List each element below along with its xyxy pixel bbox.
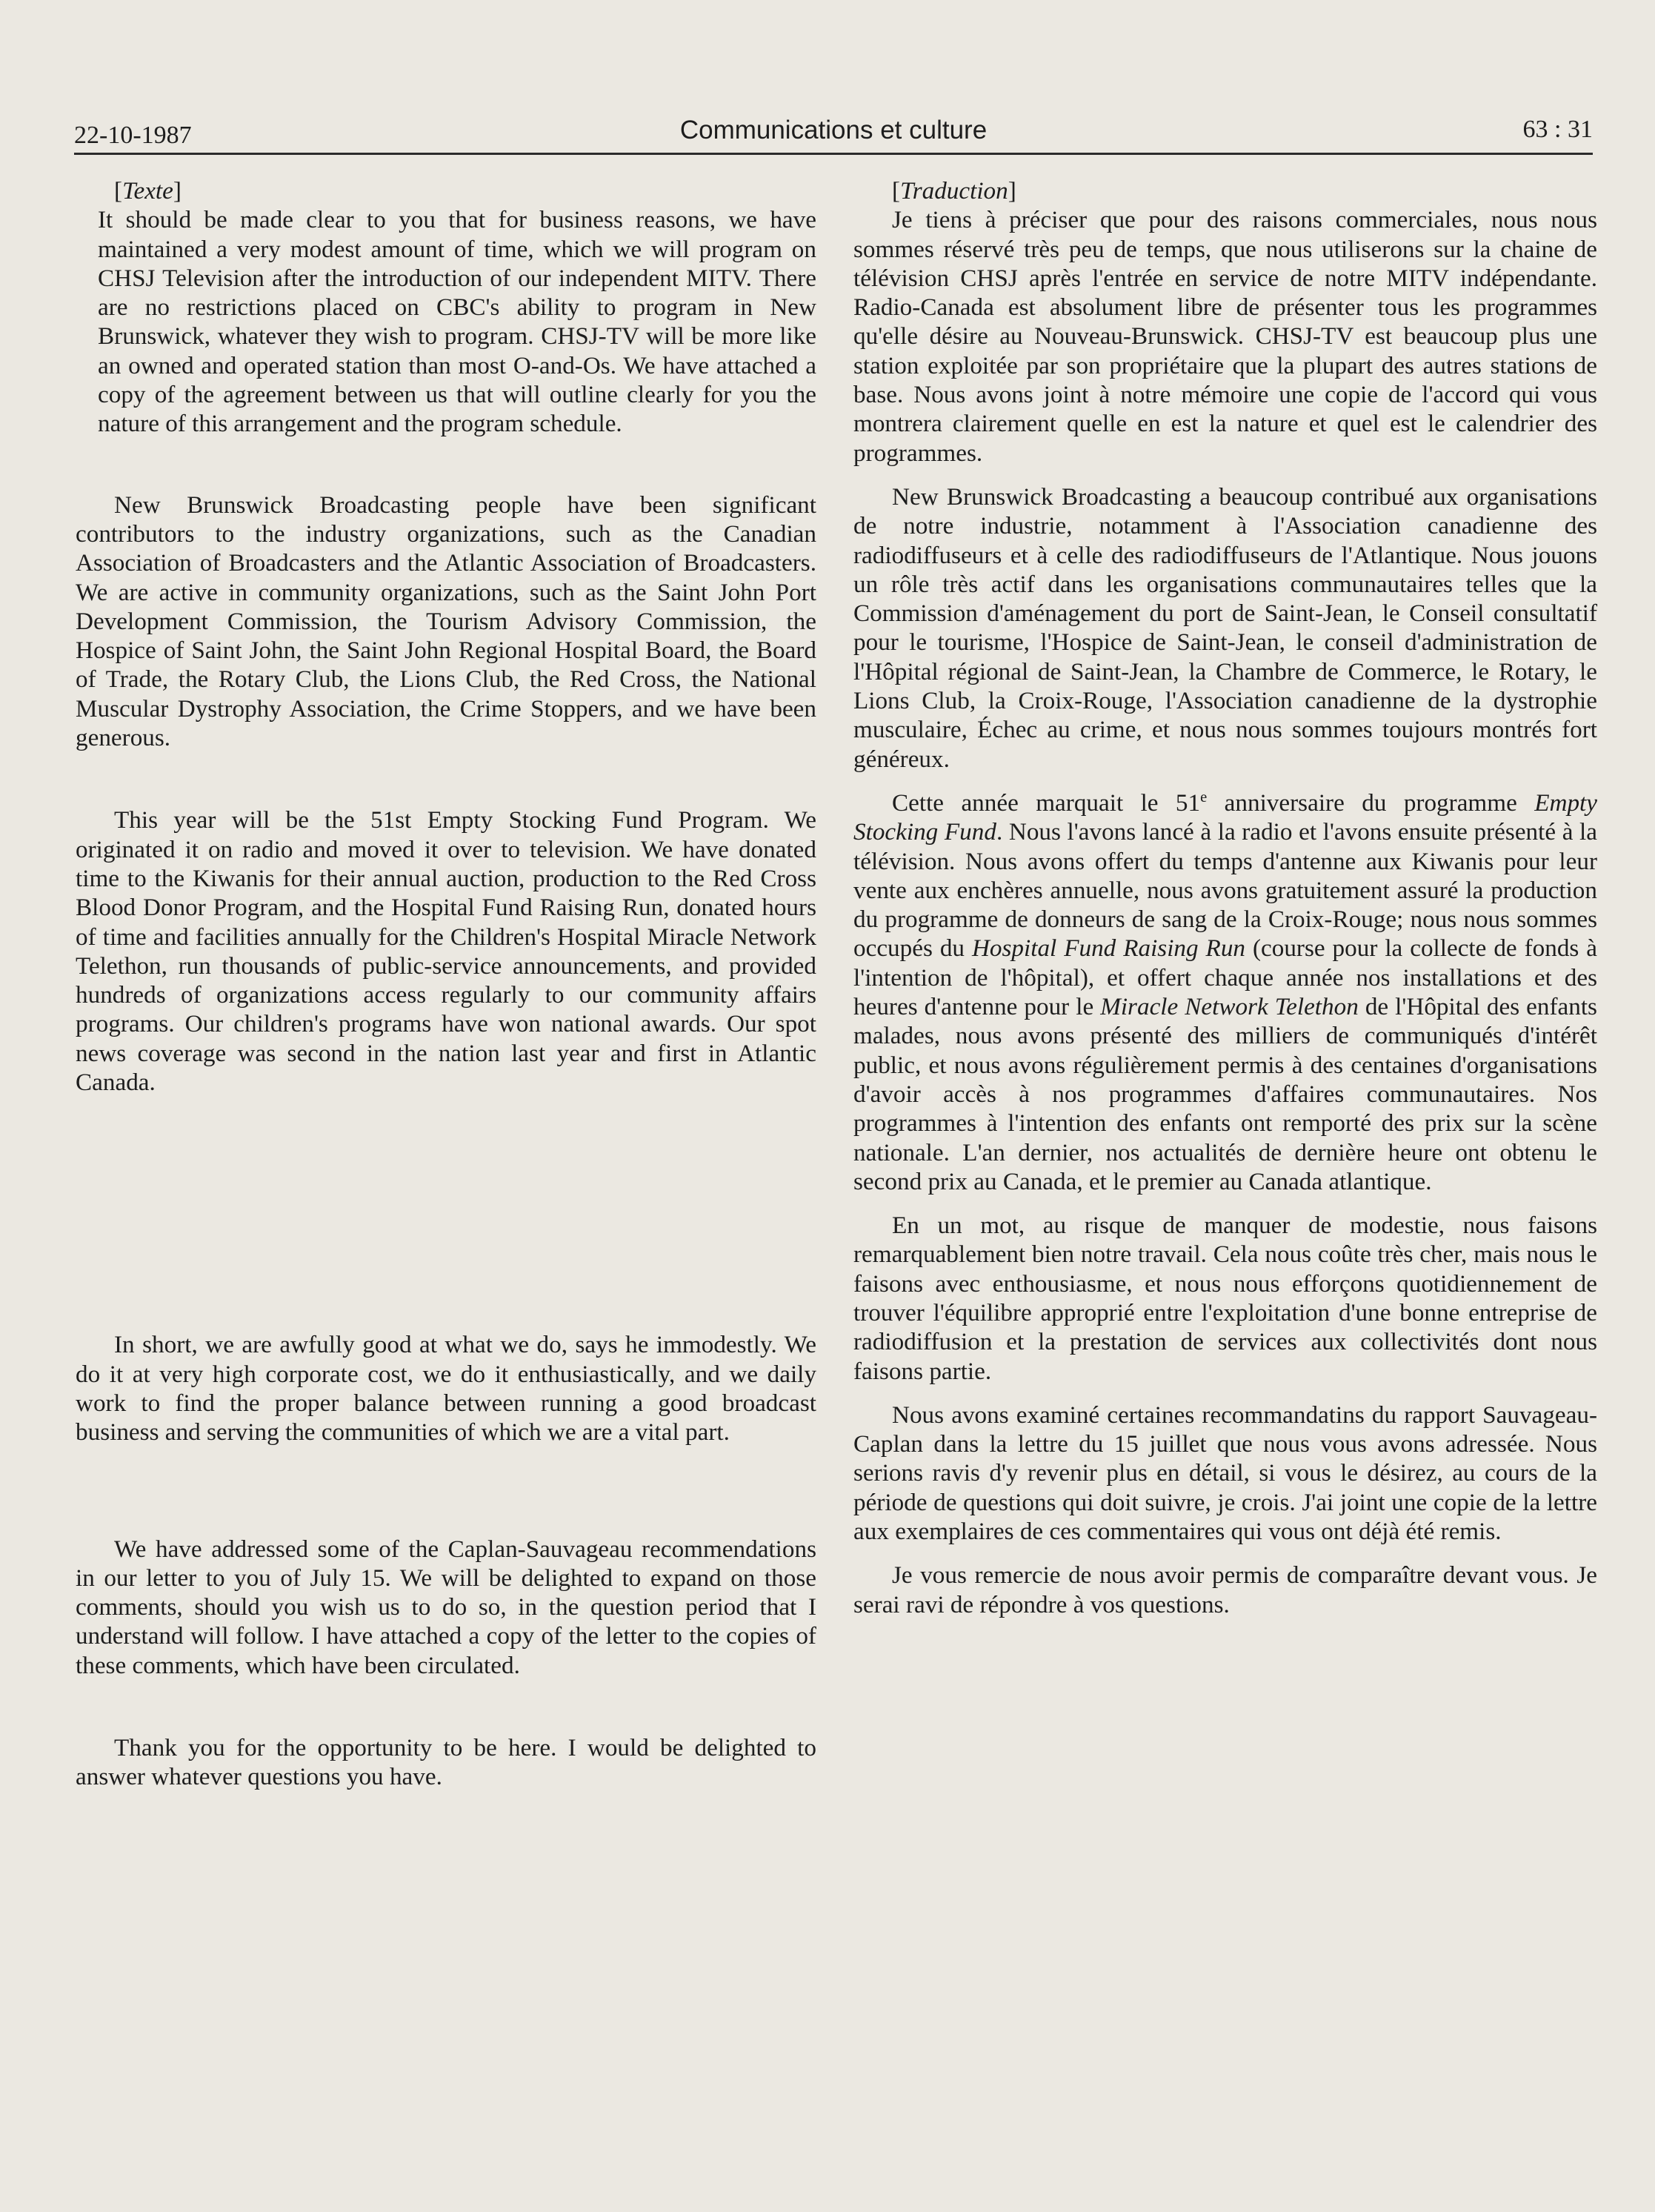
french-paragraph-3: Cette année marquait le 51e anniversaire du programme Empty Stocking Fund. Nous l'avons lancé à la radio et l'avons ensuite présenté à la télévision. Nous avons offert du temps d'antenne aux Kiwanis pour leur vente aux enchères annuelle, nous avons gratuitement assuré la production du programme de donneurs de sang de la Croix-Rouge; nous nous sommes occupés du Hospital Fund Raising Run (course pour la collecte de fonds à l'intention de l'hôpital), et offert chaque année nos installations et des heures d'antenne pour le Miracle Network Telethon de l'Hôpital des enfants malades, nous avons présenté des milliers de communiqués d'intérêt public, et nous avons régulièrement permis à des centaines d'organisations d'avoir accès à nos programmes d'affaires communautaires. Nos programmes à l'intention des enfants ont remporté des prix sur la scène nationale. L'an dernier, nos actualités de dernière heure ont obtenu le second prix au Canada, et le premier au Canada atlantique.	[853, 788, 1597, 1195]
english-paragraph-1: It should be made clear to you that for business reasons, we have maintained a very modest amount of time, which we will program on CHSJ Television after the introduction of our independent MITV. There are no restrictions placed on CBC's ability to program in New Brunswick, whatever they wish to program. CHSJ-TV will be more like an owned and operated station than most O-and-Os. We have attached a copy of the agreement between us that will outline clearly for you the nature of this arrangement and the program schedule.	[98, 206, 816, 438]
french-column	[853, 176, 1597, 1619]
english-paragraph-4: In short, we are awfully good at what we do, says he immodestly. We do it at very high corporate cost, we do it enthusiastically, and we daily work to find the proper balance between running a good broadcast business and serving the communities of which we are a vital part.	[76, 1331, 816, 1447]
section-label-text: [Texte]	[114, 177, 182, 205]
header-title: Communications et culture	[679, 116, 988, 145]
english-paragraph-3: This year will be the 51st Empty Stocking Fund Program. We originated it on radio and moved it over to television. We have donated time to the Kiwanis for their annual auction, production to the Red Cross Blood Donor Program, and the Hospital Fund Raising Run, donated hours of time and facilities annually for the Children's Hospital Miracle Network Telethon, run thousands of public-service announcements, and provided hundreds of organizations access regularly to our community affairs programs. Our children's programs have won national awards. Our spot news coverage was second in the nation last year and first in Atlantic Canada.	[76, 806, 816, 1097]
english-paragraph-5: We have addressed some of the Caplan-Sauvageau recommendations in our letter to you of July 15. We will be delighted to expand on those comments, should you wish us to do so, in the question period that I understand will follow. I have attached a copy of the letter to the copies of these comments, which have been circulated.	[76, 1535, 816, 1679]
header-date: 22-10-1987	[74, 122, 192, 149]
page-header	[74, 111, 1593, 156]
english-paragraph-2: New Brunswick Broadcasting people have been significant contributors to the industry organizations, such as the Canadian Association of Broadcasters and the Atlantic Association of Broadcasters. We are active in community organizations, such as the Saint John Port Development Commission, the Tourism Advisory Commission, the Hospice of Saint John, the Saint John Regional Hospital Board, the Board of Trade, the Rotary Club, the Lions Club, the Red Cross, the National Muscular Dystrophy Association, the Crime Stoppers, and we have been generous.	[76, 491, 816, 752]
header-rule	[74, 153, 1593, 155]
french-paragraph-5: Nous avons examiné certaines recommandatins du rapport Sauvageau-Caplan dans la lettre du 15 juillet que nous vous avons adressée. Nous serions ravis d'y revenir plus en détail, si vous le désirez, au cours de la période de questions qui doit suivre, je crois. J'ai joint une copie de la lettre aux exemplaires de ces commentaires qui vous ont déjà été remis.	[853, 1401, 1597, 1546]
french-paragraph-4: En un mot, au risque de manquer de modestie, nous faisons remarquablement bien notre travail. Cela nous coûte très cher, mais nous le faisons avec enthousiasme, et nous nous efforçons quotidiennement de trouver l'équilibre approprié entre l'exploitation d'une bonne entreprise de radiodiffusion et la prestation de services aux collectivités dont nous faisons partie.	[853, 1212, 1597, 1385]
french-paragraph-2: New Brunswick Broadcasting a beaucoup contribué aux organisations de notre industrie, notamment à l'Association canadienne des radiodiffuseurs et à celle des radiodiffuseurs de l'Atlantique. Nous jouons un rôle très actif dans les organisations communautaires telles que la Commission d'aménagement du port de Saint-Jean, le Conseil consultatif pour le tourisme, l'Hospice de Saint-Jean, le conseil d'administration de l'Hôpital régional de Saint-Jean, la Chambre de Commerce, le Rotary, le Lions Club, la Croix-Rouge, l'Association canadienne de la dystrophie musculaire, Échec au crime, et nous nous sommes toujours montrés fort généreux.	[853, 482, 1597, 773]
french-paragraph-1: Je tiens à préciser que pour des raisons commerciales, nous nous sommes réservé très peu de temps, que nous utiliserons sur la chaine de télévision CHSJ après l'entrée en service de notre MITV indépendante. Radio-Canada est absolument libre de présenter tous les programmes qu'elle désire au Nouveau-Brunswick. CHSJ-TV est beaucoup plus une station exploitée par son propriétaire que la plupart des autres stations de base. Nous avons joint à notre mémoire une copie de l'accord qui vous montrera clairement quelle en est la nature et quel est le calendrier des programmes.	[853, 206, 1597, 467]
english-column	[76, 176, 816, 1792]
section-label-traduction: [Traduction]	[892, 177, 1016, 205]
header-page-number: 63 : 31	[1522, 116, 1593, 143]
french-paragraph-6: Je vous remercie de nous avoir permis de comparaître devant vous. Je serai ravi de répondre à vos questions.	[853, 1561, 1597, 1618]
english-paragraph-6: Thank you for the opportunity to be here. I would be delighted to answer whatever questions you have.	[76, 1733, 816, 1791]
